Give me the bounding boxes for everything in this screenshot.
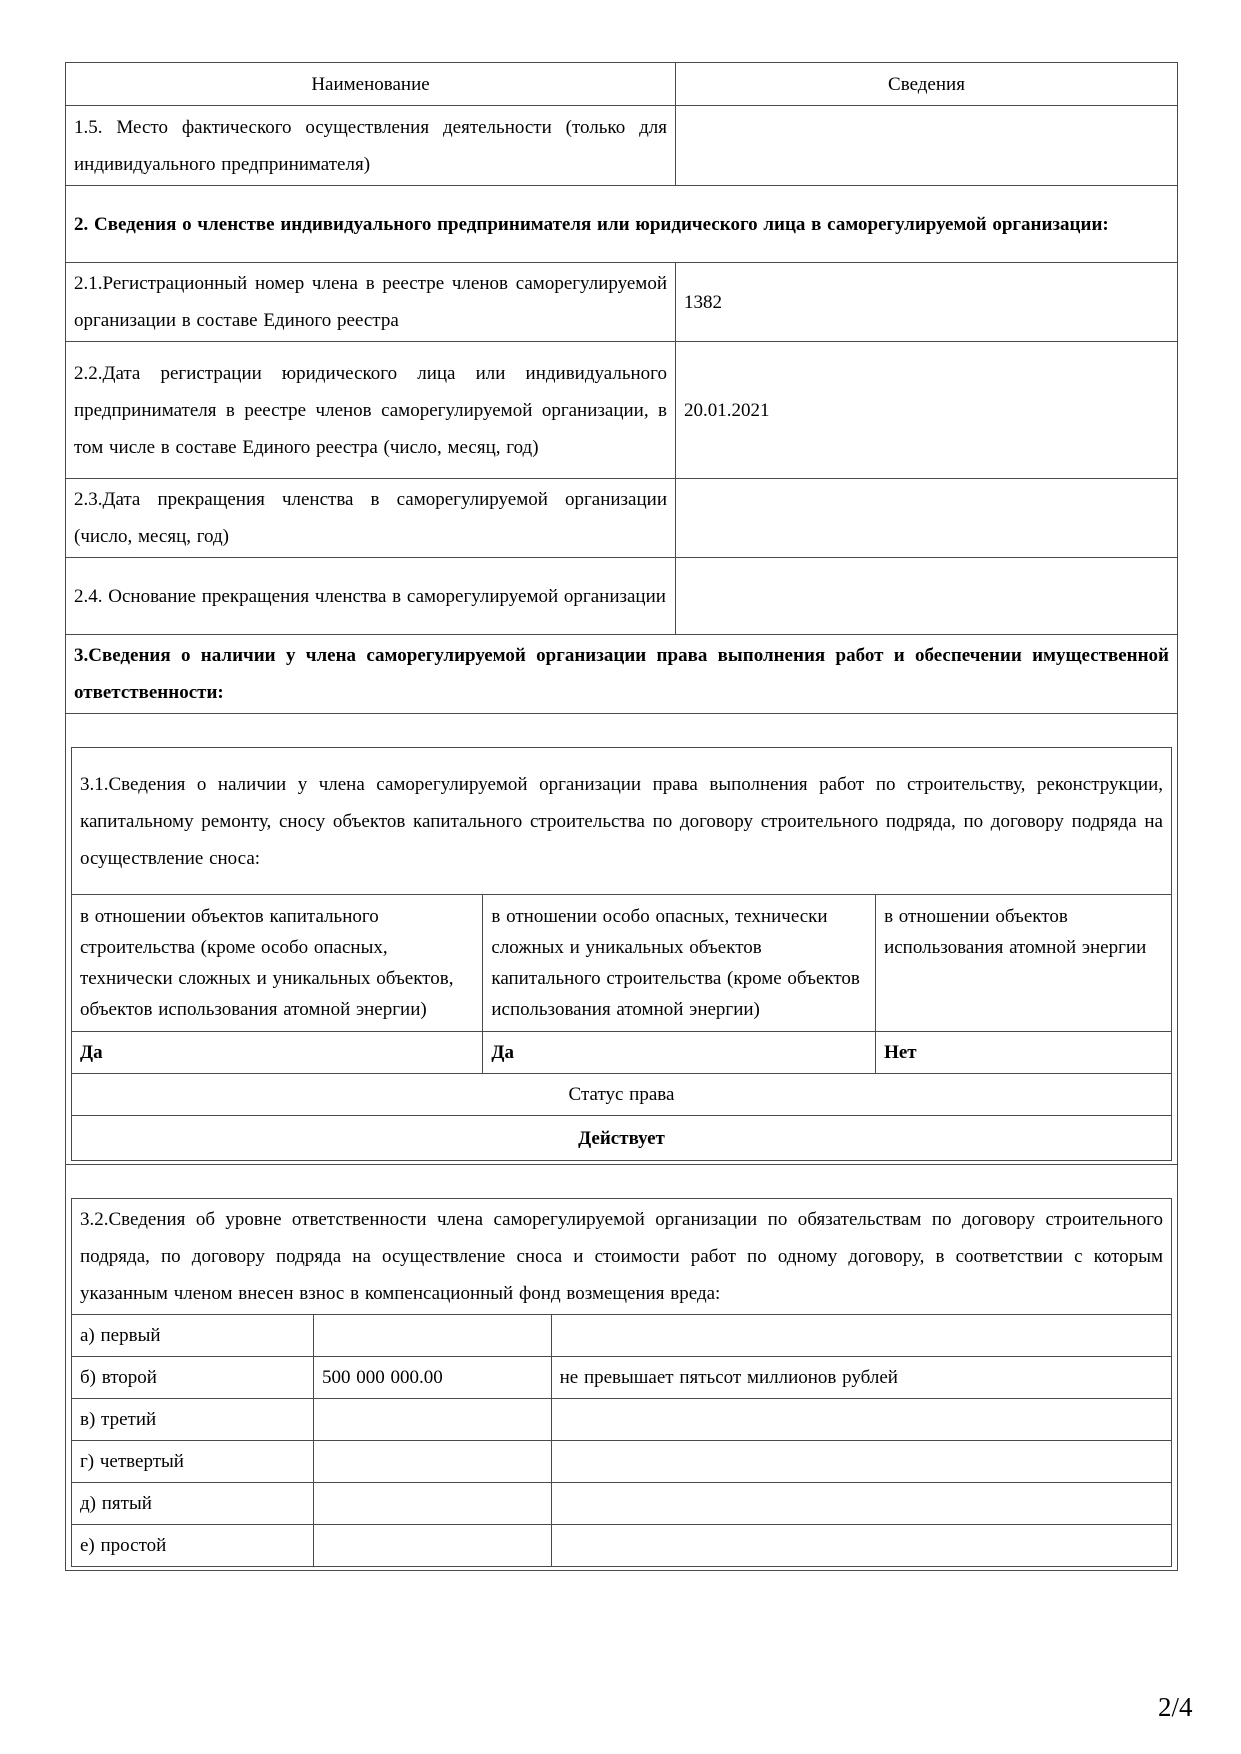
liability-wrapper-row xyxy=(66,1165,1178,1571)
level-label: в) третий xyxy=(72,1399,314,1441)
level-note xyxy=(551,1315,1171,1357)
work-rights-column-general: в отношении объектов капитального строительства (кроме особо опасных, технически сложных и уникальных объектов, объектов использования атомной энергии) xyxy=(72,895,483,1032)
liability-title-row xyxy=(72,1199,1172,1315)
header-info-column: Сведения xyxy=(676,63,1178,106)
page-number: 2/4 xyxy=(1158,1692,1193,1722)
work-rights-columns-row xyxy=(72,895,1172,1032)
work-rights-column-hazardous: в отношении особо опасных, технически сложных и уникальных объектов капитального строительства (кроме объектов использования атомной энергии) xyxy=(483,895,876,1032)
table-row xyxy=(66,263,1178,342)
section-3-title: 3.Сведения о наличии у члена саморегулируемой организации права выполнения работ и обеспечении имущественной ответственности: xyxy=(66,635,1178,714)
work-rights-wrapper-row xyxy=(66,714,1178,1165)
level-amount xyxy=(314,1483,552,1525)
level-amount xyxy=(314,1525,552,1567)
answer-nuclear: Нет xyxy=(876,1032,1172,1074)
level-amount: 500 000 000.00 xyxy=(314,1357,552,1399)
row-2-4-label: 2.4. Основание прекращения членства в саморегулируемой организации xyxy=(66,558,676,635)
section-2-title: 2. Сведения о членстве индивидуального предпринимателя или юридического лица в саморегулируемой организации: xyxy=(66,186,1178,263)
status-value-row xyxy=(72,1116,1172,1161)
row-2-2-label: 2.2.Дата регистрации юридического лица или индивидуального предпринимателя в реестре членов саморегулируемой организации, в том числе в составе Единого реестра (число, месяц, год) xyxy=(66,342,676,479)
work-rights-column-nuclear: в отношении объектов использования атомной энергии xyxy=(876,895,1172,1032)
row-2-3-label: 2.3.Дата прекращения членства в саморегулируемой организации (число, месяц, год) xyxy=(66,479,676,558)
answer-general: Да xyxy=(72,1032,483,1074)
row-2-1-label: 2.1.Регистрационный номер члена в реестре членов саморегулируемой организации в составе Единого реестра xyxy=(66,263,676,342)
status-label-row xyxy=(72,1074,1172,1116)
liability-table xyxy=(71,1198,1172,1567)
table-row xyxy=(66,342,1178,479)
liability-title: 3.2.Сведения об уровне ответственности члена саморегулируемой организации по обязательствам по договору строительного подряда, по договору подряда на осуществление сноса и стоимости работ по одному договору, в соответствии с которым указанным членом внесен взнос в компенсационный фонд возмещения вреда: xyxy=(72,1199,1172,1315)
liability-row-second xyxy=(72,1357,1172,1399)
registry-table xyxy=(65,62,1178,1571)
row-2-4-value xyxy=(676,558,1178,635)
section-2-header-row xyxy=(66,186,1178,263)
level-label: д) пятый xyxy=(72,1483,314,1525)
table-row xyxy=(66,106,1178,186)
work-rights-title-row xyxy=(72,748,1172,895)
level-label: а) первый xyxy=(72,1315,314,1357)
liability-wrapper-cell xyxy=(66,1165,1178,1571)
answer-hazardous: Да xyxy=(483,1032,876,1074)
level-label: г) четвертый xyxy=(72,1441,314,1483)
work-rights-table xyxy=(71,747,1172,1161)
level-label: б) второй xyxy=(72,1357,314,1399)
level-amount xyxy=(314,1315,552,1357)
level-label: е) простой xyxy=(72,1525,314,1567)
header-name-column: Наименование xyxy=(66,63,676,106)
work-rights-answers-row xyxy=(72,1032,1172,1074)
level-note xyxy=(551,1399,1171,1441)
liability-row-fifth xyxy=(72,1483,1172,1525)
liability-row-fourth xyxy=(72,1441,1172,1483)
level-note xyxy=(551,1525,1171,1567)
status-value: Действует xyxy=(72,1116,1172,1161)
liability-row-third xyxy=(72,1399,1172,1441)
work-rights-wrapper-cell xyxy=(66,714,1178,1165)
status-label: Статус права xyxy=(72,1074,1172,1116)
level-amount xyxy=(314,1441,552,1483)
row-1-5-label: 1.5. Место фактического осуществления деятельности (только для индивидуального предпринимателя) xyxy=(66,106,676,186)
liability-row-simple xyxy=(72,1525,1172,1567)
liability-row-first xyxy=(72,1315,1172,1357)
table-row xyxy=(66,558,1178,635)
table-header-row xyxy=(66,63,1178,106)
row-2-3-value xyxy=(676,479,1178,558)
level-amount xyxy=(314,1399,552,1441)
level-note xyxy=(551,1441,1171,1483)
level-note xyxy=(551,1483,1171,1525)
section-3-header-row xyxy=(66,635,1178,714)
document-sheet xyxy=(65,62,1178,1571)
level-note: не превышает пятьсот миллионов рублей xyxy=(551,1357,1171,1399)
table-row xyxy=(66,479,1178,558)
row-1-5-value xyxy=(676,106,1178,186)
row-2-1-value: 1382 xyxy=(676,263,1178,342)
work-rights-title: 3.1.Сведения о наличии у члена саморегулируемой организации права выполнения работ по строительству, реконструкции, капитальному ремонту, сносу объектов капитального строительства по договору строительного подряда, по договору подряда на осуществление сноса: xyxy=(72,748,1172,895)
row-2-2-value: 20.01.2021 xyxy=(676,342,1178,479)
